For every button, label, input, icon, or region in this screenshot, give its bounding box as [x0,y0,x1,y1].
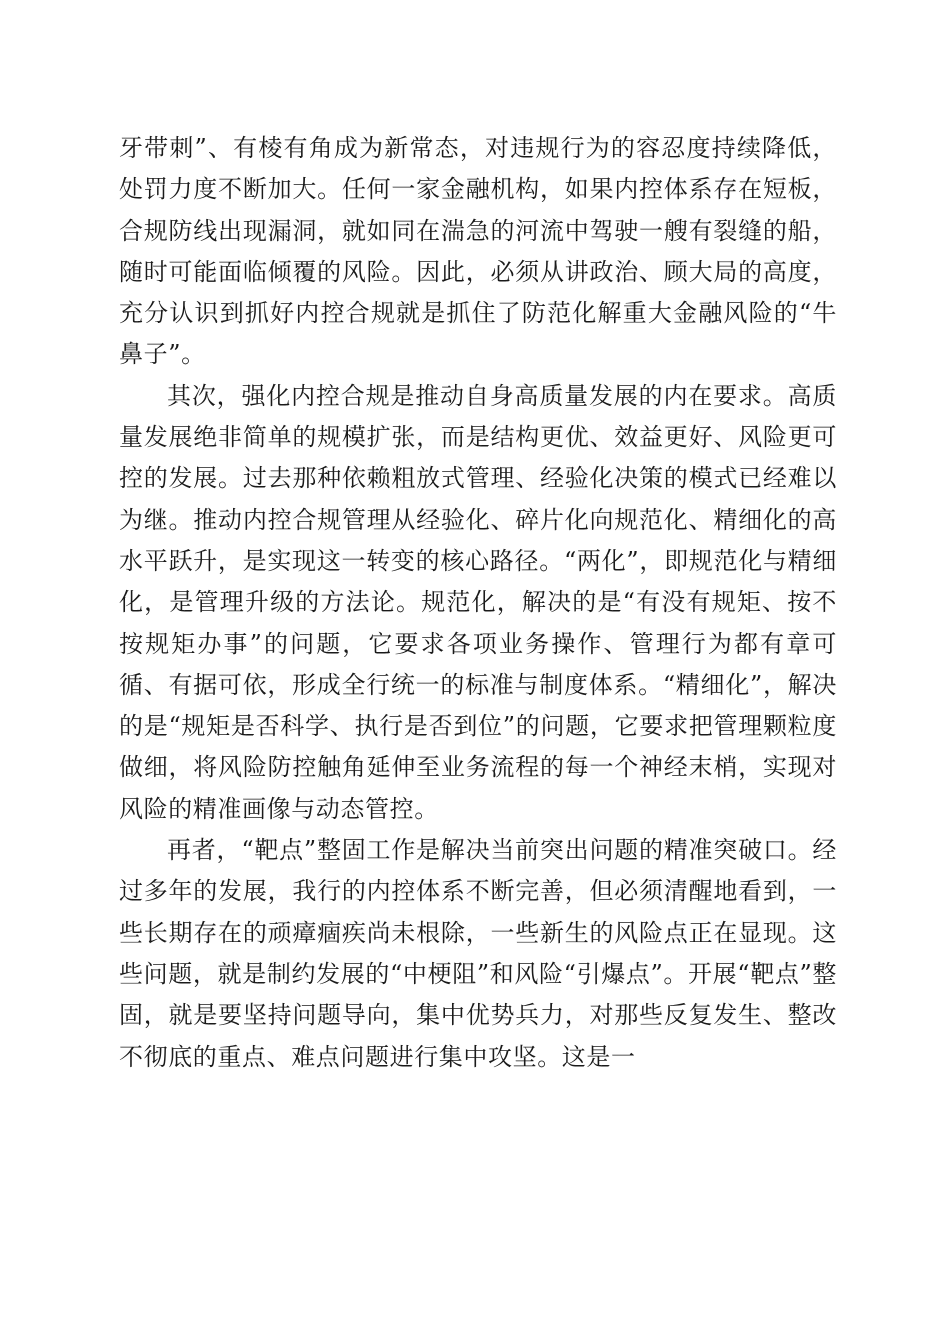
document-body [119,128,837,1078]
paragraph-continuation: 牙带刺”、有棱有角成为新常态，对违规行为的容忍度持续降低，处罚力度不断加大。任何一家金融机构，如果内控体系存在短板，合规防线出现漏洞，就如同在湍急的河流中驾驶一艘有裂缝的船，随时可能面临倾覆的风险。因此，必须从讲政治、顾大局的高度，充分认识到抓好内控合规就是抓住了防范化解重大金融风险的“牛鼻子”。 [119,134,837,369]
paragraph-second-point: 其次，强化内控合规是推动自身高质量发展的内在要求。高质量发展绝非简单的规模扩张，而是结构更优、效益更好、风险更可控的发展。过去那种依赖粗放式管理、经验化决策的模式已经难以为继。推动内控合规管理从经验化、碎片化向规范化、精细化的高水平跃升，是实现这一转变的核心路径。“两化”，即规范化与精细化，是管理升级的方法论。规范化，解决的是“有没有规矩、按不按规矩办事”的问题，它要求各项业务操作、管理行为都有章可循、有据可依，形成全行统一的标准与制度体系。“精细化”，解决的是“规矩是否科学、执行是否到位”的问题，它要求把管理颗粒度做细，将风险防控触角延伸至业务流程的每一个神经末梢，实现对风险的精准画像与动态管控。 [119,381,837,823]
paragraph-third-point: 再者，“靶点”整固工作是解决当前突出问题的精准突破口。经过多年的发展，我行的内控体系不断完善，但必须清醒地看到，一些长期存在的顽瘴痼疾尚未根除，一些新生的风险点正在显现。这些问题，就是制约发展的“中梗阻”和风险“引爆点”。开展“靶点”整固，就是要坚持问题导向，集中优势兵力，对那些反复发生、整改不彻底的重点、难点问题进行集中攻坚。这是一 [119,836,837,1071]
